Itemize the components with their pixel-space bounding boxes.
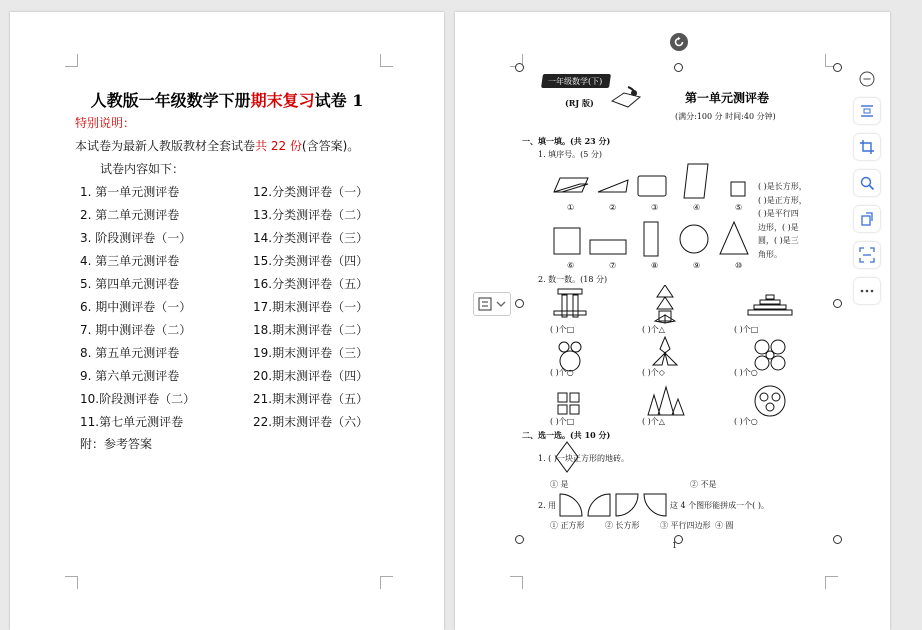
crop-mark	[65, 54, 78, 67]
appendix: 附：参考答案	[80, 437, 153, 451]
answer-line: 圆，( )是三	[758, 236, 799, 245]
more-button[interactable]	[854, 278, 880, 304]
count-answer: ( )个◇	[642, 368, 665, 377]
replace-image-icon	[859, 211, 875, 227]
shape-number: ④	[693, 203, 701, 212]
section-1-heading: 一、填一填。(共 23 分)	[522, 136, 611, 146]
edition-label: (RJ 版)	[565, 98, 594, 108]
contents-item: 9. 第六单元测评卷	[80, 369, 180, 383]
crop-icon	[859, 139, 875, 155]
shape-number: ③	[651, 203, 659, 212]
rotate-handle[interactable]	[670, 33, 688, 51]
s2-q2-option: ① 正方形	[550, 521, 585, 530]
count-answer: ( )个○	[734, 368, 758, 377]
rotate-icon	[673, 36, 685, 48]
contents-item: 19.期末测评卷（三）	[253, 346, 369, 360]
more-icon	[859, 283, 875, 299]
note-heading: 特别说明：	[75, 116, 136, 130]
contents-item: 10.阶段测评卷（二）	[80, 392, 196, 406]
s2-q1-option-a: ① 是	[550, 480, 569, 489]
s2-question-2-prefix: 2. 用	[538, 501, 557, 510]
text-wrap-button[interactable]	[854, 98, 880, 124]
counting-figures	[540, 285, 800, 445]
contents-item: 14.分类测评卷（三）	[253, 231, 369, 245]
contents-item: 15.分类测评卷（四）	[253, 254, 369, 268]
contents-item: 1. 第一单元测评卷	[80, 185, 180, 199]
shape-number: ⑥	[567, 261, 575, 270]
contents-item: 20.期末测评卷（四）	[253, 369, 369, 383]
search-icon	[859, 175, 875, 191]
note-line: 本试卷为最新人教版教材全套试卷共 22 份(含答案)。	[75, 139, 360, 153]
answer-line: 边形，( )是	[758, 222, 799, 232]
count-answer: ( )个□	[734, 325, 759, 334]
layout-options-button[interactable]	[473, 292, 511, 316]
count-answer: ( )个□	[550, 325, 575, 334]
contents-item: 22.期末测评卷（六）	[253, 415, 369, 429]
count-answer: ( )个△	[642, 325, 665, 334]
contents-item: 6. 期中测评卷（一）	[80, 300, 192, 314]
count-answer: ( )个○	[734, 417, 758, 426]
replace-image-button[interactable]	[854, 206, 880, 232]
contents-item: 16.分类测评卷（五）	[253, 277, 369, 291]
crop-mark	[380, 576, 393, 589]
question-2: 2. 数一数。(18 分)	[538, 275, 608, 284]
document-title: 人教版一年级数学下册期末复习试卷 1	[90, 91, 364, 110]
crop-mark	[825, 576, 838, 589]
contents-item: 7. 期中测评卷（二）	[80, 323, 192, 337]
shape-number: ⑩	[735, 261, 743, 270]
document-page-left	[10, 12, 444, 630]
text-wrap-icon	[859, 103, 875, 119]
s2-q2-option: ② 长方形	[605, 521, 640, 530]
chevron-down-icon	[496, 300, 506, 308]
page-number: 1	[672, 541, 678, 550]
exam-meta: (满分:100 分 时间:40 分钟)	[675, 112, 776, 121]
contents-item: 4. 第三单元测评卷	[80, 254, 180, 268]
answer-line: 角形。	[758, 249, 782, 259]
answer-line: ( )是正方形，	[758, 195, 807, 205]
shape-number: ②	[609, 203, 617, 212]
s2-q1-option-b: ② 不是	[690, 480, 717, 489]
section-2-heading: 二、选一选。(共 10 分)	[522, 430, 611, 440]
exam-title: 第一单元测评卷	[685, 91, 770, 105]
quarter-circles-figure	[558, 492, 670, 518]
collapse-toolbar-button[interactable]	[854, 66, 880, 92]
contents-item: 18.期末测评卷（二）	[253, 323, 369, 337]
contents-item: 13.分类测评卷（二）	[253, 208, 369, 222]
contents-heading: 试卷内容如下：	[100, 162, 185, 176]
contents-item: 21.期末测评卷（五）	[253, 392, 369, 406]
crop-mark	[380, 54, 393, 67]
book-illustration	[610, 83, 644, 109]
grade-badge-text: 一年级数学(下)	[548, 77, 603, 86]
contents-item: 2. 第二单元测评卷	[80, 208, 180, 222]
crop-button[interactable]	[854, 134, 880, 160]
question-1: 1. 填序号。(5 分)	[538, 150, 603, 159]
contents-item: 12.分类测评卷（一）	[253, 185, 369, 199]
shapes-figure	[548, 162, 758, 262]
minus-icon	[859, 71, 875, 87]
s2-question-1: 1. ( )一块正方形的地砖。	[538, 454, 629, 463]
scanned-worksheet-image[interactable]	[520, 67, 840, 557]
answer-line: ( )是平行四	[758, 209, 799, 218]
shape-number: ⑤	[735, 203, 743, 212]
contents-item: 8. 第五单元测评卷	[80, 346, 180, 360]
count-answer: ( )个△	[642, 417, 665, 426]
contents-item: 11.第七单元测评卷	[80, 415, 184, 429]
shape-number: ⑧	[651, 261, 659, 270]
search-button[interactable]	[854, 170, 880, 196]
count-answer: ( )个○	[550, 368, 574, 377]
shape-number: ⑨	[693, 261, 701, 270]
contents-item: 5. 第四单元测评卷	[80, 277, 180, 291]
answer-line: ( )是长方形，	[758, 182, 807, 191]
shape-number: ⑦	[609, 261, 617, 270]
contents-item: 17.期末测评卷（一）	[253, 300, 369, 314]
crop-mark	[510, 576, 523, 589]
s2-q2-option: ③ 平行四边形	[660, 521, 711, 530]
layout-options-icon	[478, 297, 492, 311]
document-page-right	[455, 12, 890, 630]
contents-item: 3. 阶段测评卷（一）	[80, 231, 192, 245]
scan-button[interactable]	[854, 242, 880, 268]
crop-mark	[65, 576, 78, 589]
scan-icon	[859, 247, 875, 263]
shape-number: ①	[567, 203, 575, 212]
count-answer: ( )个□	[550, 417, 575, 426]
s2-q2-option: ④ 圆	[715, 521, 734, 530]
s2-question-2-suffix: 这 4 个图形能拼成一个( )。	[670, 501, 769, 510]
